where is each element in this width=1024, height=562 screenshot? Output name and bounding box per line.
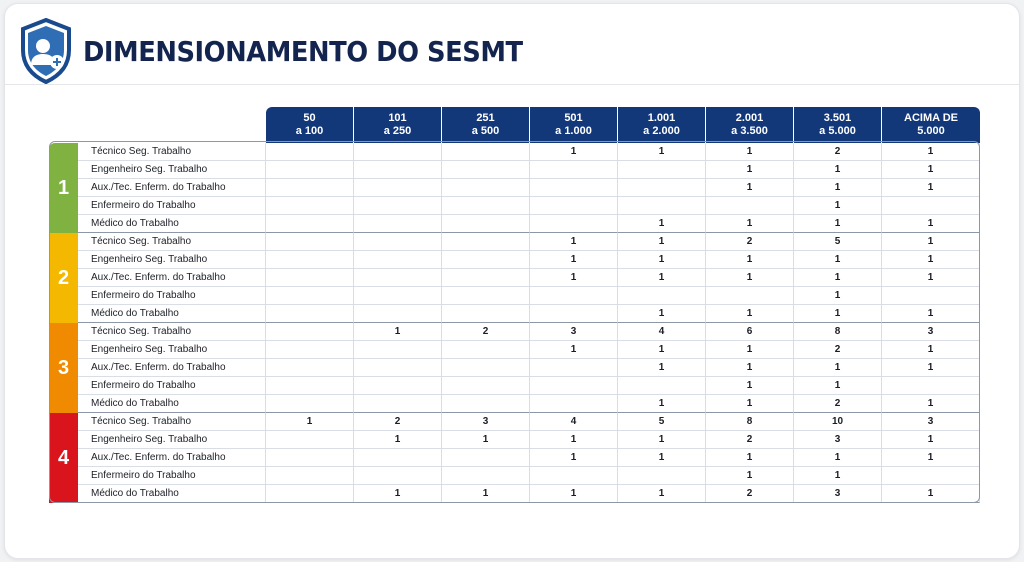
column-header-line-1: ACIMA DE [904, 112, 958, 124]
staff-count-cell: 1 [618, 215, 706, 233]
role-label: Médico do Trabalho [78, 485, 266, 503]
table-row [49, 359, 980, 377]
staff-count-cell: 1 [706, 395, 794, 413]
staff-count-cell [442, 143, 530, 161]
staff-count-cell: 6 [706, 323, 794, 341]
role-label: Aux./Tec. Enferm. do Trabalho [78, 359, 266, 377]
staff-count-cell: 1 [618, 449, 706, 467]
staff-count-cell [354, 179, 442, 197]
staff-count-cell: 1 [706, 269, 794, 287]
staff-count-cell: 2 [794, 395, 882, 413]
risk-level-badge: 2 [49, 233, 78, 323]
column-header [530, 107, 618, 143]
staff-count-cell: 1 [706, 143, 794, 161]
staff-count-cell: 1 [882, 269, 980, 287]
staff-count-cell: 1 [882, 359, 980, 377]
role-label: Médico do Trabalho [78, 215, 266, 233]
staff-count-cell [442, 341, 530, 359]
staff-count-cell: 2 [706, 485, 794, 503]
table-row [49, 413, 980, 431]
staff-count-cell [530, 161, 618, 179]
staff-count-cell: 1 [882, 161, 980, 179]
column-header-line-1: 101 [388, 112, 407, 124]
staff-count-cell [442, 233, 530, 251]
table-header-row [49, 107, 980, 143]
staff-count-cell: 8 [706, 413, 794, 431]
staff-count-cell: 1 [706, 467, 794, 485]
role-label: Engenheiro Seg. Trabalho [78, 161, 266, 179]
column-header-line-2: a 1.000 [555, 125, 592, 137]
staff-count-cell: 1 [794, 287, 882, 305]
staff-count-cell: 1 [706, 161, 794, 179]
staff-count-cell: 1 [530, 341, 618, 359]
header-spacer [49, 107, 266, 143]
role-label: Enfermeiro do Trabalho [78, 467, 266, 485]
staff-count-cell [442, 377, 530, 395]
staff-count-cell [266, 161, 354, 179]
staff-count-cell [618, 377, 706, 395]
staff-count-cell: 2 [706, 233, 794, 251]
risk-level-badge: 1 [49, 143, 78, 233]
staff-count-cell [354, 395, 442, 413]
role-label: Médico do Trabalho [78, 395, 266, 413]
staff-count-cell [354, 377, 442, 395]
staff-count-cell [618, 161, 706, 179]
staff-count-cell: 1 [882, 449, 980, 467]
staff-count-cell [618, 467, 706, 485]
column-header-line-1: 251 [476, 112, 495, 124]
table-row [49, 449, 980, 467]
staff-count-cell [266, 233, 354, 251]
staff-count-cell [354, 251, 442, 269]
staff-count-cell: 1 [794, 161, 882, 179]
staff-count-cell [442, 251, 530, 269]
role-label: Aux./Tec. Enferm. do Trabalho [78, 179, 266, 197]
staff-count-cell: 1 [706, 251, 794, 269]
staff-count-cell: 2 [354, 413, 442, 431]
staff-count-cell [266, 287, 354, 305]
table-row [49, 377, 980, 395]
staff-count-cell: 1 [618, 431, 706, 449]
staff-count-cell: 2 [794, 143, 882, 161]
table-row [49, 143, 980, 161]
staff-count-cell: 1 [530, 143, 618, 161]
staff-count-cell [266, 179, 354, 197]
staff-count-cell: 1 [794, 179, 882, 197]
staff-count-cell [442, 359, 530, 377]
staff-count-cell: 1 [882, 395, 980, 413]
staff-count-cell: 1 [354, 323, 442, 341]
staff-count-cell [266, 377, 354, 395]
staff-count-cell [266, 449, 354, 467]
column-header-line-2: a 250 [383, 125, 412, 137]
staff-count-cell [530, 215, 618, 233]
staff-count-cell: 1 [706, 305, 794, 323]
role-label: Técnico Seg. Trabalho [78, 143, 266, 161]
staff-count-cell: 2 [706, 431, 794, 449]
staff-count-cell [442, 305, 530, 323]
staff-count-cell: 1 [530, 251, 618, 269]
staff-count-cell: 1 [794, 359, 882, 377]
staff-count-cell: 1 [618, 233, 706, 251]
table-row [49, 215, 980, 233]
staff-count-cell [442, 215, 530, 233]
table-row [49, 251, 980, 269]
staff-count-cell: 1 [618, 485, 706, 503]
staff-count-cell: 1 [882, 215, 980, 233]
staff-count-cell: 1 [882, 179, 980, 197]
column-header-line-2: a 2.000 [643, 125, 680, 137]
sesmt-table-wrap [49, 107, 980, 503]
staff-count-cell: 1 [618, 269, 706, 287]
staff-count-cell [442, 269, 530, 287]
table-row [49, 161, 980, 179]
table-row [49, 287, 980, 305]
column-header-line-1: 50 [303, 112, 316, 124]
staff-count-cell: 1 [618, 251, 706, 269]
staff-count-cell: 1 [706, 449, 794, 467]
staff-count-cell: 4 [530, 413, 618, 431]
staff-count-cell: 1 [618, 143, 706, 161]
staff-count-cell [618, 179, 706, 197]
staff-count-cell: 3 [794, 431, 882, 449]
staff-count-cell [706, 287, 794, 305]
table-row [49, 323, 980, 341]
staff-count-cell [882, 197, 980, 215]
staff-count-cell: 5 [618, 413, 706, 431]
staff-count-cell: 1 [882, 251, 980, 269]
table-row [49, 467, 980, 485]
staff-count-cell [530, 179, 618, 197]
column-header-line-2: a 100 [295, 125, 324, 137]
table-body [49, 143, 980, 503]
staff-count-cell: 1 [794, 449, 882, 467]
table-row [49, 395, 980, 413]
staff-count-cell [530, 467, 618, 485]
staff-count-cell: 8 [794, 323, 882, 341]
staff-count-cell [530, 305, 618, 323]
staff-count-cell [442, 467, 530, 485]
staff-count-cell [266, 359, 354, 377]
page-header [19, 16, 561, 86]
role-label: Aux./Tec. Enferm. do Trabalho [78, 449, 266, 467]
staff-count-cell [618, 197, 706, 215]
staff-count-cell: 1 [618, 359, 706, 377]
staff-count-cell: 1 [618, 341, 706, 359]
column-header [618, 107, 706, 143]
staff-count-cell: 1 [882, 305, 980, 323]
staff-count-cell: 2 [442, 323, 530, 341]
staff-count-cell: 1 [794, 197, 882, 215]
staff-count-cell [354, 233, 442, 251]
table-row [49, 233, 980, 251]
staff-count-cell [442, 179, 530, 197]
table-row [49, 341, 980, 359]
table-row [49, 431, 980, 449]
staff-count-cell [442, 287, 530, 305]
staff-count-cell: 1 [794, 251, 882, 269]
staff-count-cell [530, 197, 618, 215]
staff-count-cell: 1 [706, 215, 794, 233]
column-header-line-1: 2.001 [735, 112, 764, 124]
column-header [266, 107, 354, 143]
staff-count-cell [354, 359, 442, 377]
role-label: Engenheiro Seg. Trabalho [78, 431, 266, 449]
staff-count-cell [266, 269, 354, 287]
staff-count-cell: 1 [882, 341, 980, 359]
role-label: Técnico Seg. Trabalho [78, 413, 266, 431]
role-label: Enfermeiro do Trabalho [78, 287, 266, 305]
staff-count-cell [266, 197, 354, 215]
staff-count-cell: 1 [442, 485, 530, 503]
staff-count-cell: 1 [706, 179, 794, 197]
staff-count-cell [266, 467, 354, 485]
staff-count-cell: 1 [794, 305, 882, 323]
staff-count-cell [354, 161, 442, 179]
shield-user-plus-icon [19, 18, 73, 84]
staff-count-cell [354, 305, 442, 323]
page-title: DIMENSIONAMENTO DO SESMT [83, 34, 523, 68]
staff-count-cell [354, 269, 442, 287]
staff-count-cell: 3 [530, 323, 618, 341]
role-label: Enfermeiro do Trabalho [78, 197, 266, 215]
column-header [882, 107, 980, 143]
staff-count-cell [266, 341, 354, 359]
staff-count-cell: 1 [882, 431, 980, 449]
staff-count-cell [354, 287, 442, 305]
sesmt-table [49, 107, 980, 503]
role-label: Aux./Tec. Enferm. do Trabalho [78, 269, 266, 287]
staff-count-cell: 1 [530, 431, 618, 449]
staff-count-cell: 3 [882, 323, 980, 341]
staff-count-cell: 1 [882, 485, 980, 503]
staff-count-cell [442, 161, 530, 179]
staff-count-cell: 1 [882, 233, 980, 251]
staff-count-cell [354, 467, 442, 485]
role-label: Técnico Seg. Trabalho [78, 323, 266, 341]
staff-count-cell [882, 287, 980, 305]
staff-count-cell [530, 359, 618, 377]
column-header-line-2: a 5.000 [819, 125, 856, 137]
role-label: Engenheiro Seg. Trabalho [78, 251, 266, 269]
staff-count-cell: 1 [530, 485, 618, 503]
staff-count-cell: 1 [266, 413, 354, 431]
table-row [49, 305, 980, 323]
column-header-line-1: 501 [564, 112, 583, 124]
column-header-line-1: 3.501 [823, 112, 852, 124]
column-header-line-1: 1.001 [647, 112, 676, 124]
column-header-line-2: a 3.500 [731, 125, 768, 137]
staff-count-cell: 1 [794, 377, 882, 395]
staff-count-cell [442, 197, 530, 215]
staff-count-cell: 2 [794, 341, 882, 359]
staff-count-cell: 5 [794, 233, 882, 251]
column-header-line-2: 5.000 [917, 125, 945, 137]
risk-level-badge: 3 [49, 323, 78, 413]
staff-count-cell [266, 323, 354, 341]
staff-count-cell: 1 [706, 377, 794, 395]
staff-count-cell: 1 [354, 485, 442, 503]
role-label: Enfermeiro do Trabalho [78, 377, 266, 395]
staff-count-cell [442, 395, 530, 413]
staff-count-cell: 1 [706, 341, 794, 359]
staff-count-cell: 1 [618, 395, 706, 413]
column-header [354, 107, 442, 143]
staff-count-cell: 1 [530, 449, 618, 467]
staff-count-cell [530, 287, 618, 305]
table-row [49, 269, 980, 287]
staff-count-cell [442, 449, 530, 467]
staff-count-cell: 3 [794, 485, 882, 503]
table-row [49, 485, 980, 503]
staff-count-cell [706, 197, 794, 215]
role-label: Médico do Trabalho [78, 305, 266, 323]
table-row [49, 197, 980, 215]
staff-count-cell [266, 485, 354, 503]
staff-count-cell [266, 251, 354, 269]
staff-count-cell: 10 [794, 413, 882, 431]
header-divider [5, 84, 1019, 85]
staff-count-cell [266, 143, 354, 161]
staff-count-cell: 1 [794, 215, 882, 233]
column-header [794, 107, 882, 143]
staff-count-cell [882, 467, 980, 485]
table-row [49, 179, 980, 197]
staff-count-cell [354, 215, 442, 233]
column-header-line-2: a 500 [471, 125, 500, 137]
column-header [442, 107, 530, 143]
staff-count-cell: 1 [794, 467, 882, 485]
staff-count-cell: 1 [618, 305, 706, 323]
role-label: Técnico Seg. Trabalho [78, 233, 266, 251]
role-label: Engenheiro Seg. Trabalho [78, 341, 266, 359]
staff-count-cell [354, 449, 442, 467]
staff-count-cell [354, 197, 442, 215]
staff-count-cell [618, 287, 706, 305]
staff-count-cell [530, 377, 618, 395]
staff-count-cell [882, 377, 980, 395]
staff-count-cell: 3 [442, 413, 530, 431]
staff-count-cell [530, 395, 618, 413]
staff-count-cell: 3 [882, 413, 980, 431]
staff-count-cell: 1 [530, 269, 618, 287]
staff-count-cell [354, 143, 442, 161]
staff-count-cell [266, 431, 354, 449]
staff-count-cell: 4 [618, 323, 706, 341]
staff-count-cell: 1 [794, 269, 882, 287]
staff-count-cell [266, 305, 354, 323]
staff-count-cell: 1 [442, 431, 530, 449]
staff-count-cell [266, 215, 354, 233]
staff-count-cell: 1 [354, 431, 442, 449]
staff-count-cell: 1 [882, 143, 980, 161]
risk-level-badge: 4 [49, 413, 78, 503]
column-header [706, 107, 794, 143]
staff-count-cell [266, 395, 354, 413]
staff-count-cell: 1 [530, 233, 618, 251]
staff-count-cell: 1 [706, 359, 794, 377]
staff-count-cell [354, 341, 442, 359]
